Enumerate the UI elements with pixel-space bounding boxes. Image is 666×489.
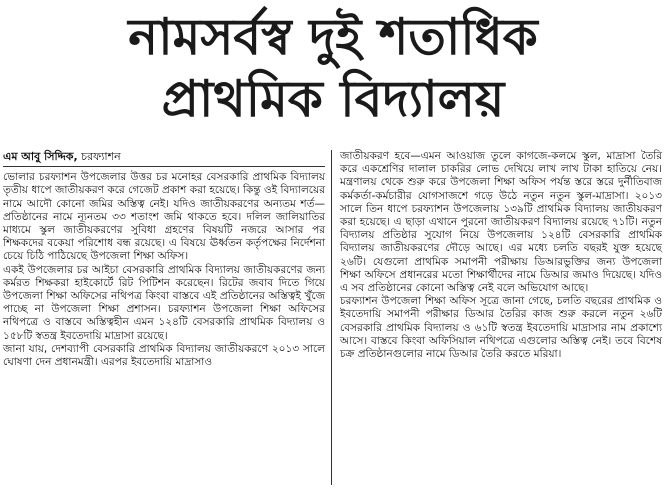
byline [3, 150, 325, 163]
article-left-column [3, 150, 325, 369]
headline-line-1: নামসর্বস্ব দুই শতাধিক [128, 8, 538, 66]
byline-author: এম আবু সিদ্দিক, [3, 150, 78, 163]
headline-line-2: প্রাথমিক বিদ্যালয় [161, 70, 505, 128]
article-right-column [340, 150, 662, 361]
column-divider [331, 150, 332, 485]
paragraph: একই উপজেলার চর আইচা বেসরকারি প্রাথমিক বিদ্যালয় জাতীয়করণের জন্য কর্মরত শিক্ষকরা হাইকোর্টে রিট পিটিশন করেছেন। রিটের জবাব দিতে গিয়ে উপজেলা শিক্ষা অফিসের নথিপত্র কিংবা বাস্তবে এই প্রতিষ্ঠানের অস্তিত্বই খুঁজে পাচ্ছে না উপজেলা শিক্ষা প্রশাসন। চরফ্যাশন উপজেলা শিক্ষা অফিসের নথিপত্রে ও বাস্তবে অস্তিত্বহীন এমন ১২৪টি বেসরকারি প্রাথমিক বিদ্যালয় ও ১৫৮টি স্বতন্ত্র ইবতেদায়ি মাদ্রাসা রয়েছে। [3, 263, 325, 342]
paragraph: জাতীয়করণ হবে—এমন আওয়াজ তুলে কাগজে-কলমে স্কুল, মাদ্রাসা তৈরি করে একশ্রেণির দালাল চাকরির লোভ দেখিয়ে লাখ লাখ টাকা হাতিয়ে নেয়। মন্ত্রণালয় থেকে শুরু করে উপজেলা শিক্ষা অফিস পর্যন্ত স্তরে স্তরে দুর্নীতিবাজ কর্মকর্তা-কর্মচারীর যোগসাজশে গড়ে উঠে নতুন নতুন স্কুল-মাদ্রাসা। ২০১৩ সালে তিন ধাপে চরফ্যাশন উপজেলায় ১৩৯টি প্রাথমিক বিদ্যালয় জাতীয়করণ করা হয়েছে। এ ছাড়া এখানে পুরনো জাতীয়করণ বিদ্যালয় রয়েছে ৭১টি। নতুন বিদ্যালয় প্রতিষ্ঠার সুযোগ নিয়ে উপজেলায় ১২৪টি বেসরকারি প্রাথমিক বিদ্যালয় জাতীয়করণের দৌড়ে আছে। এর মধ্যে চলতি বছরই যুক্ত হয়েছে ২৬টি। যেগুলো প্রাথমিক সমাপনী পরীক্ষায় ডিআরভুক্তির জন্য উপজেলা শিক্ষা অফিসে প্রধানরের মতো শিক্ষার্থীদের নামে ডিআর জমাও দিয়েছে। যদিও এ সব প্রতিষ্ঠানের কোনো অস্তিত্ব নেই বলে অভিযোগ আছে। [340, 150, 662, 295]
byline-location: চরফ্যাশন [77, 150, 121, 163]
byline-rule [3, 166, 325, 167]
paragraph: চরফ্যাশন উপজেলা শিক্ষা অফিস সূত্রে জানা গেছে, চলতি বছরের প্রাথমিক ও ইবতেদায়ি সমাপনী পরীক্ষার ডিআর তৈরির কাজ শুরু করলে নতুন ২৬টি বেসরকারি প্রাথমিক বিদ্যালয় ও ৬১টি স্বতন্ত্র ইবতেদায়ি মাদ্রাসার নাম প্রকাশ্যে আসে। বাস্তবে কিংবা অফিসিয়াল নথিপত্রে এগুলোর অস্তিত্ব নেই। তবে বিশেষ চক্র প্রতিষ্ঠানগুলোর নামে ডিআর তৈরি করতে মরিয়া। [340, 295, 662, 361]
headline [0, 6, 666, 130]
paragraph: জানা যায়, দেশব্যাপী বেসরকারি প্রাথমিক বিদ্যালয় জাতীয়করণে ২০১৩ সালে ঘোষণা দেন প্রধানমন্ত্রী। এরপর ইবতেদায়ি মাদ্রাসাও [3, 342, 325, 369]
paragraph: ভোলার চরফ্যাশন উপজেলার উত্তর চর মনোহর বেসরকারি প্রাথমিক বিদ্যালয় তৃতীয় ধাপে জাতীয়করণ করে গেজেট প্রকাশ করা হয়েছে। কিন্তু ওই বিদ্যালয়ের নামে আদৌ কোনো জমির অস্তিত্ব নেই। যদিও জাতীয়করণের অন্যতম শর্ত— প্রতিষ্ঠানের নামে ন্যূনতম ৩৩ শতাংশ জমি থাকতে হবে। দলিল জালিয়াতির মাধ্যমে স্কুল জাতীয়করণের সুবিধা গ্রহণের বিষয়টি নজরে আসার পর শিক্ষকদের বকেয়া পরিশোধ বন্ধ রয়েছে। এ বিষয়ে ঊর্ধ্বতন কর্তৃপক্ষের নির্দেশনা চেয়ে চিঠি পাঠিয়েছে উপজেলা শিক্ষা অফিস। [3, 171, 325, 263]
